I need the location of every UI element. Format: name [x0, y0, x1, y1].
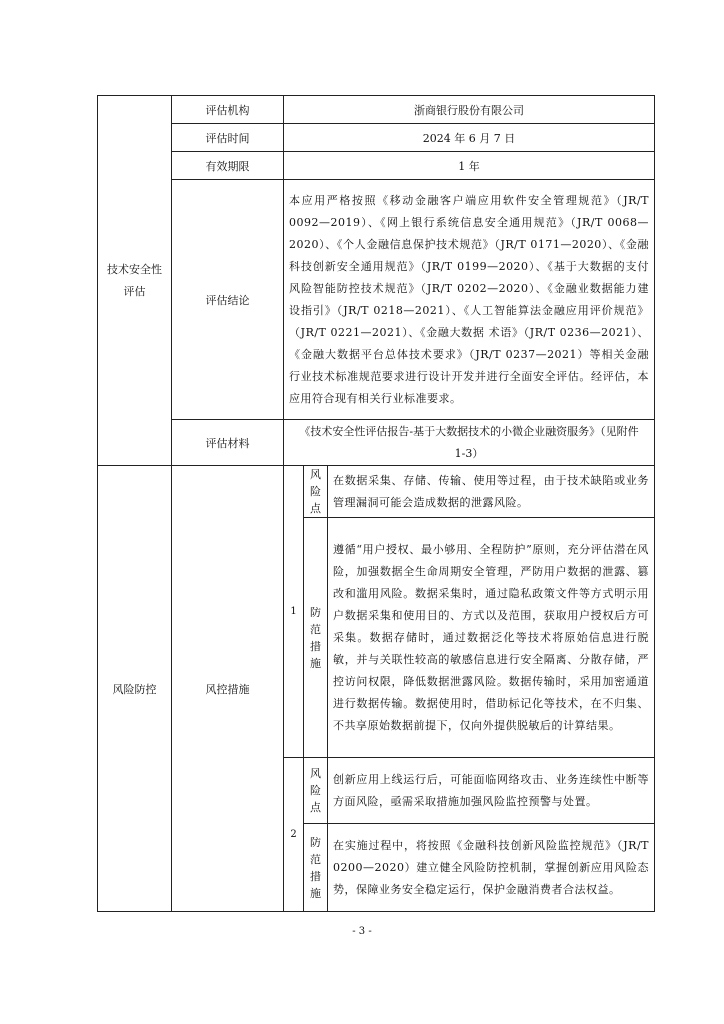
risk-point-text: 创新应用上线运行后，可能面临网络攻击、业务连续性中断等方面风险，亟需采取措施加强风险监控预警与处置。 — [328, 758, 655, 824]
row-label: 评估材料 — [172, 420, 284, 466]
risk-point-label — [304, 466, 328, 518]
measure-text: 在实施过程中，将按照《金融科技创新风险监控规范》（JR/T 0200—2020）建立健全风险防控机制，掌握创新应用风险态势，保障业务安全稳定运行，保护金融消费者合法权益。 — [328, 824, 655, 912]
assessment-materials: 《技术安全性评估报告-基于大数据技术的小微企业融资服务》（见附件 1-3） — [284, 420, 655, 466]
risk-point-label — [304, 758, 328, 824]
row-value: 浙商银行股份有限公司 — [284, 96, 655, 124]
page-number: - 3 - — [352, 926, 372, 937]
measure-label — [304, 824, 328, 912]
section-label-tech: 技术安全性评估 — [98, 96, 172, 466]
risk-item-number: 1 — [284, 466, 304, 758]
row-label: 评估结论 — [172, 180, 284, 420]
row-label: 评估机构 — [172, 96, 284, 124]
measure-text: 遵循“用户授权、最小够用、全程防护”原则，充分评估潜在风险，加强数据全生命周期安全管理，严防用户数据的泄露、篡改和滥用风险。数据采集时，通过隐私政策文件等方式明示用户数据采集和使用目的、方式以及范围，获取用户授权后方可采集。数据存储时，通过数据泛化等技术将原始信息进行脱敏，并与关联性较高的敏感信息进行安全隔离、分散存储，严控访问权限，降低数据泄露风险。数据传输时，采用加密通道进行数据传输。数据使用时，借助标记化等技术，在不归集、不共享原始数据前提下，仅向外提供脱敏后的计算结果。 — [328, 518, 655, 758]
risk-point-text: 在数据采集、存储、传输、使用等过程，由于技术缺陷或业务管理漏洞可能会造成数据的泄露风险。 — [328, 466, 655, 518]
risk-point-label-text: 风险点 — [310, 468, 321, 515]
risk-sub-label: 风控措施 — [172, 466, 284, 912]
row-value: 1 年 — [284, 152, 655, 180]
measure-label-text: 防范措施 — [310, 605, 321, 670]
measure-label-text: 防范措施 — [310, 835, 321, 900]
section-label-risk: 风险防控 — [98, 466, 172, 912]
assessment-table — [97, 95, 655, 912]
assessment-conclusion: 本应用严格按照《移动金融客户端应用软件安全管理规范》（JR/T 0092—2019）、《网上银行系统信息安全通用规范》（JR/T 0068—2020）、《个人金融信息保护技术规范》（JR/T 0171—2020）、《金融科技创新安全通用规范》（JR/T 0199—2020）、《基于大数据的支付风险智能防控技术规范》（JR/T 0202—2020）、《金融业数据能力建设指引》（JR/T 0218—2021）、《人工智能算法金融应用评价规范》（JR/T 0221—2021）、《金融大数据 术语》（JR/T 0236—2021）、《金融大数据平台总体技术要求》（JR/T 0237—2021）等相关金融行业技术标准规范要求进行设计开发并进行全面安全评估。经评估，本应用符合现有相关行业标准要求。 — [284, 180, 655, 420]
risk-item-number: 2 — [284, 758, 304, 912]
row-label: 评估时间 — [172, 124, 284, 152]
risk-point-label-text: 风险点 — [310, 767, 321, 814]
row-value: 2024 年 6 月 7 日 — [284, 124, 655, 152]
row-label: 有效期限 — [172, 152, 284, 180]
measure-label — [304, 518, 328, 758]
